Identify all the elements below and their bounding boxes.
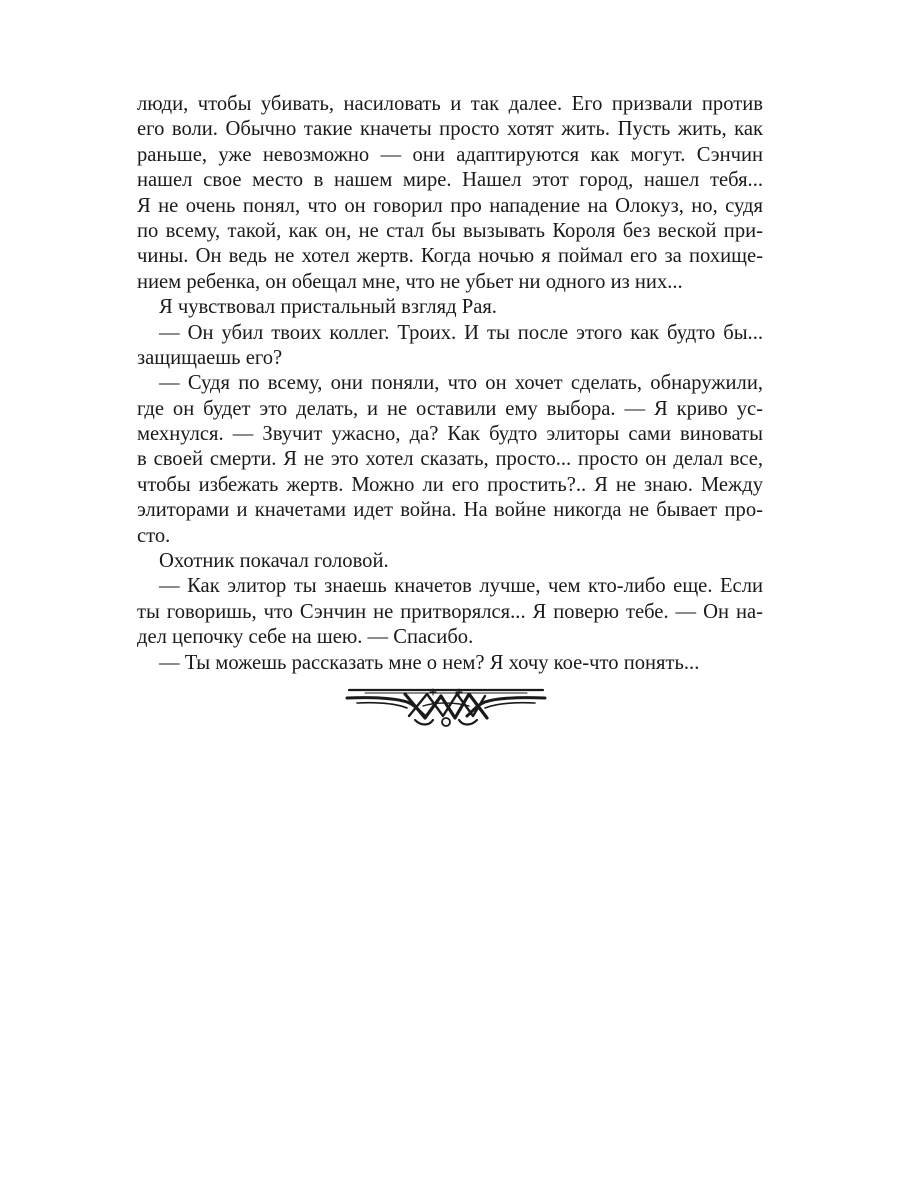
text-line: — Судя по всему, они поняли, что он хочет сделать, обнаружили, [159, 372, 763, 395]
text-line: Я чувствовал пристальный взгляд Рая. [159, 296, 497, 319]
text-line: его воли. Обычно такие кначеты просто хотят жить. Пусть жить, как [137, 118, 763, 141]
text-line: раньше, уже невозможно — они адаптируются как могут. Сэнчин [137, 143, 763, 166]
text-line: — Он убил твоих коллег. Троих. И ты после этого как будто бы... [159, 321, 763, 344]
text-line: нием ребенка, он обещал мне, что не убьет ни одного из них... [137, 270, 683, 293]
text-line: элиторами и кначетами идет война. На войне никогда не бывает про- [137, 499, 763, 522]
text-line: чтобы избежать жертв. Можно ли его простить?.. Я не знаю. Между [137, 473, 763, 496]
text-line: дел цепочку себе на шею. — Спасибо. [137, 626, 474, 649]
text-line: нашел свое место в нашем мире. Нашел этот город, нашел тебя... [137, 169, 763, 192]
text-line: мехнулся. — Звучит ужасно, да? Как будто элиторы сами виноваты [137, 423, 763, 446]
text-line: где он будет это делать, и не оставили ему выбора. — Я криво ус- [137, 397, 763, 420]
text-line: чины. Он ведь не хотел жертв. Когда ночью я поймал его за похище- [137, 245, 763, 268]
text-line: Охотник покачал головой. [159, 550, 389, 573]
text-line: сто. [137, 524, 171, 547]
text-line: — Ты можешь рассказать мне о нем? Я хочу кое-что понять... [159, 651, 700, 674]
text-line: — Как элитор ты знаешь кначетов лучше, чем кто-либо еще. Если [159, 575, 763, 598]
text-line: защищаешь его? [137, 346, 283, 369]
text-line: люди, чтобы убивать, насиловать и так далее. Его призвали против [137, 93, 763, 115]
tribal-ornament-icon [345, 686, 547, 730]
text-line: Я не очень понял, что он говорил про нападение на Олокуз, но, судя [137, 194, 763, 217]
text-line: ты говоришь, что Сэнчин не притворялся... Я поверю тебе. — Он на- [137, 600, 763, 623]
text-line: по всему, такой, как он, не стал бы вызывать Короля без веской при- [137, 219, 763, 242]
text-line: в своей смерти. Я не это хотел сказать, просто... просто он делал все, [137, 448, 763, 471]
body-text [137, 92, 763, 676]
